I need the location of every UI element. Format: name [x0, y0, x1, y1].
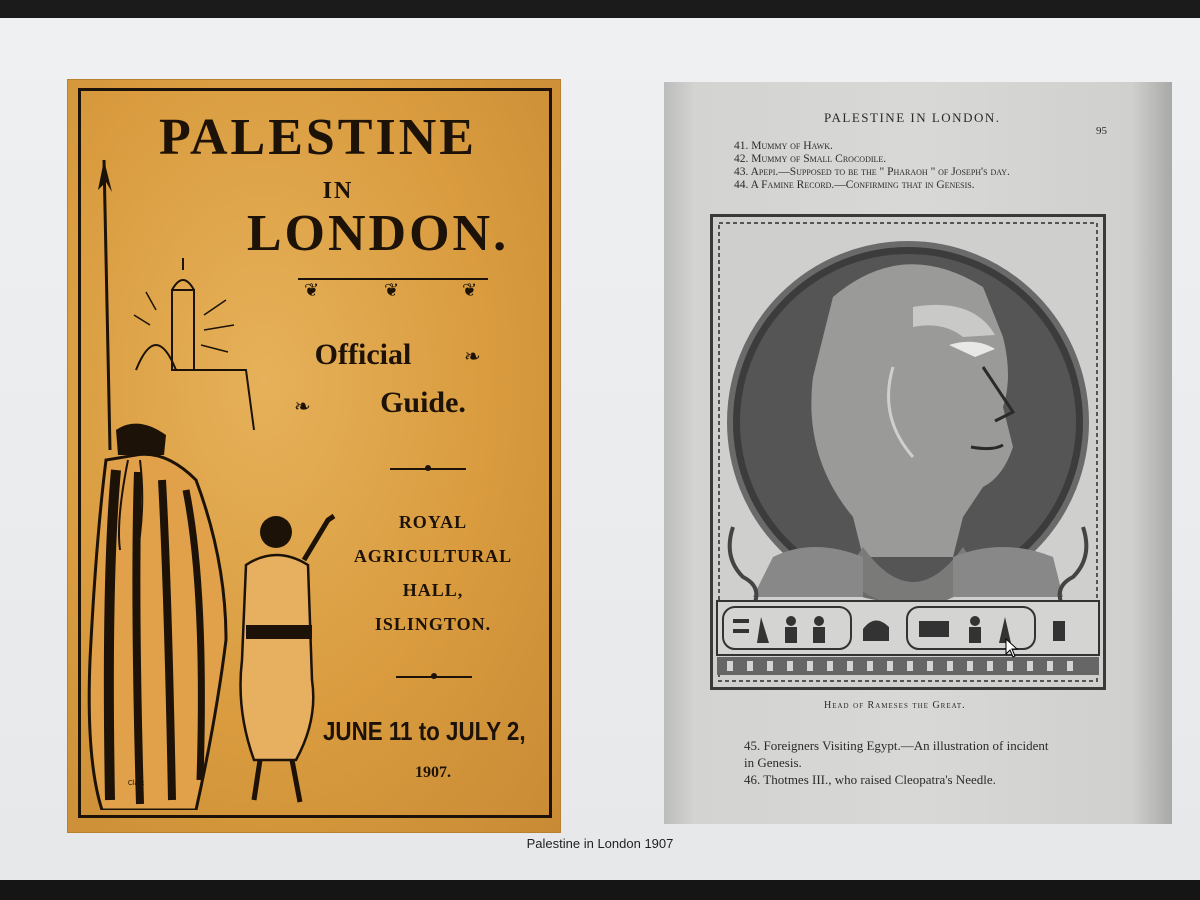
page-footnotes — [744, 737, 1048, 788]
cover-official: Official — [314, 338, 412, 371]
screen — [0, 18, 1200, 880]
footnote-line: 45. Foreigners Visiting Egypt.—An illustration of incident — [744, 738, 1049, 753]
slide-caption: Palestine in London 1907 — [526, 836, 674, 851]
monitor-bezel — [0, 880, 1200, 900]
rameses-plate-illustration — [710, 214, 1106, 690]
page-header: PALESTINE IN LONDON. — [824, 110, 1001, 125]
guide-cover-image — [68, 80, 560, 832]
cover-venue-line-1: ROYAL — [398, 512, 468, 532]
plate-caption: Head of Rameses the Great. — [824, 700, 966, 711]
footnote-line: 46. Thotmes III., who raised Cleopatra's Needle. — [744, 772, 996, 787]
list-item: 42. Mummy of Small Crocodile. — [734, 153, 887, 165]
page-number: 95 — [1096, 125, 1107, 137]
list-item: 41. Mummy of Hawk. — [734, 140, 833, 152]
cover-divider — [396, 676, 472, 678]
cover-venue-line-4: ISLINGTON. — [374, 614, 492, 634]
cover-year: 1907. — [415, 764, 451, 781]
cover-ornament-rule: ❦ ❦ ❦ — [298, 278, 488, 298]
cover-venue-line-3: HALL, — [402, 580, 464, 600]
page-item-list — [734, 140, 1010, 192]
list-item: 44. A Famine Record.—Confirming that in Genesis. — [734, 179, 975, 191]
cover-title-line-1: PALESTINE — [159, 109, 477, 166]
footnote-line: in Genesis. — [744, 755, 802, 770]
leaf-ornament-icon: ❧ — [464, 346, 481, 368]
cover-dates: JUNE 11 to JULY 2, — [323, 716, 526, 746]
list-item: 43. Apepi.—Supposed to be the " Pharaoh " of Joseph's day. — [734, 166, 1010, 178]
pointer-cursor-icon — [1005, 638, 1019, 658]
leaf-ornament-icon: ❧ — [294, 396, 311, 418]
cover-title-line-3: LONDON. — [246, 205, 510, 262]
cover-signature: Clark — [127, 780, 145, 787]
book-page-image — [664, 82, 1172, 824]
cover-title-line-2: IN — [322, 178, 354, 204]
cover-divider — [390, 468, 466, 470]
cover-guide: Guide. — [380, 386, 466, 419]
cover-venue-line-2: AGRICULTURAL — [353, 546, 513, 566]
